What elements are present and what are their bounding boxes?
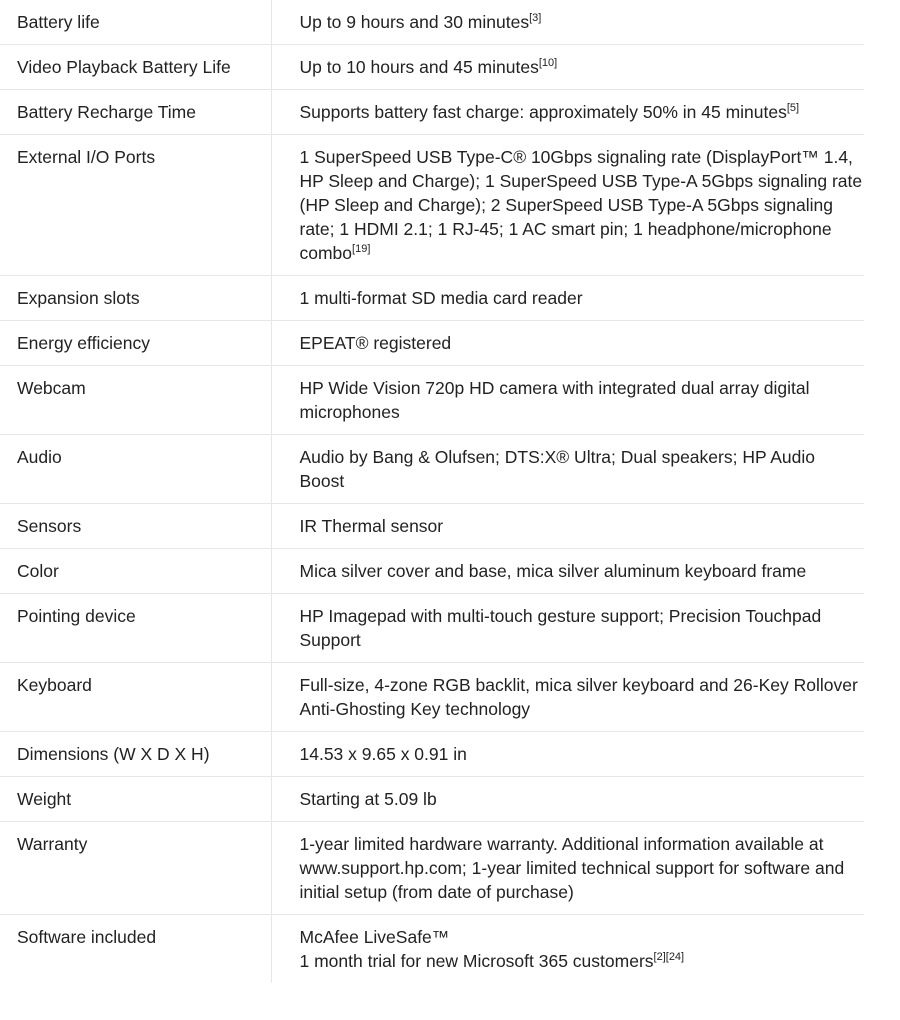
spec-label: External I/O Ports — [0, 135, 271, 276]
footnote-ref[interactable]: [2][24] — [653, 951, 685, 963]
footnote-ref[interactable]: [19] — [352, 243, 371, 255]
spec-value — [271, 45, 864, 90]
spec-value: 14.53 x 9.65 x 0.91 in — [299, 744, 467, 764]
spec-label: Battery life — [0, 0, 271, 45]
spec-value: HP Imagepad with multi-touch gesture support; Precision Touchpad Support — [299, 606, 822, 650]
spec-label: Expansion slots — [0, 276, 271, 321]
footnote-ref[interactable]: [10] — [538, 57, 558, 69]
spec-value: Mica silver cover and base, mica silver aluminum keyboard frame — [299, 561, 807, 581]
spec-value: HP Wide Vision 720p HD camera with integrated dual array digital microphones — [299, 378, 810, 422]
spec-value: IR Thermal sensor — [299, 516, 444, 536]
spec-value: Starting at 5.09 lb — [299, 789, 437, 809]
spec-row-external-io-ports — [0, 135, 864, 276]
spec-row-dimensions — [0, 732, 864, 777]
spec-label: Audio — [0, 435, 271, 504]
spec-value-text: 1 month trial for new Microsoft 365 customers — [299, 951, 654, 971]
spec-label: Video Playback Battery Life — [0, 45, 271, 90]
spec-row-color — [0, 549, 864, 594]
spec-row-video-playback-battery-life — [0, 45, 864, 90]
spec-label: Sensors — [0, 504, 271, 549]
spec-value-line — [300, 949, 865, 973]
spec-value — [271, 135, 864, 276]
spec-value — [271, 90, 864, 135]
spec-value-text: 1 SuperSpeed USB Type-C® 10Gbps signaling rate (DisplayPort™ 1.4, HP Sleep and Charge); 1 SuperSpeed USB Type-A 5Gbps signaling rate (HP Sleep and Charge); 2 SuperSpeed USB Type-A 5Gbps signaling rate; 1 HDMI 2.1; 1 RJ-45; 1 AC smart pin; 1 headphone/microphone combo — [299, 147, 863, 263]
spec-row-audio — [0, 435, 864, 504]
spec-label: Weight — [0, 777, 271, 822]
footnote-ref[interactable]: [5] — [786, 102, 800, 114]
spec-row-keyboard — [0, 663, 864, 732]
spec-value-text: Supports battery fast charge: approximately 50% in 45 minutes — [299, 102, 787, 122]
spec-row-software-included — [0, 915, 864, 984]
spec-value: EPEAT® registered — [299, 333, 452, 353]
spec-value: Full-size, 4-zone RGB backlit, mica silver keyboard and 26-Key Rollover Anti-Ghosting Key technology — [299, 675, 858, 719]
spec-value — [271, 915, 864, 984]
spec-row-pointing-device — [0, 594, 864, 663]
spec-label: Dimensions (W X D X H) — [0, 732, 271, 777]
spec-row-warranty — [0, 822, 864, 915]
spec-row-sensors — [0, 504, 864, 549]
spec-label: Pointing device — [0, 594, 271, 663]
spec-value-line: McAfee LiveSafe™ — [299, 927, 450, 947]
spec-row-battery-life — [0, 0, 864, 45]
spec-value-text: Up to 10 hours and 45 minutes — [299, 57, 539, 77]
spec-label: Keyboard — [0, 663, 271, 732]
spec-row-energy-efficiency — [0, 321, 864, 366]
spec-row-webcam — [0, 366, 864, 435]
spec-row-expansion-slots — [0, 276, 864, 321]
spec-row-battery-recharge-time — [0, 90, 864, 135]
spec-label: Battery Recharge Time — [0, 90, 271, 135]
spec-label: Warranty — [0, 822, 271, 915]
spec-value — [271, 0, 864, 45]
spec-value: 1 multi-format SD media card reader — [299, 288, 583, 308]
spec-value: 1-year limited hardware warranty. Additional information available at www.support.hp.com; 1-year limited technical support for software and initial setup (from date of purchase) — [299, 834, 845, 902]
spec-label: Energy efficiency — [0, 321, 271, 366]
spec-value-text: Up to 9 hours and 30 minutes — [299, 12, 530, 32]
spec-label: Webcam — [0, 366, 271, 435]
spec-label: Software included — [0, 915, 271, 984]
spec-label: Color — [0, 549, 271, 594]
spec-row-weight — [0, 777, 864, 822]
footnote-ref[interactable]: [3] — [529, 12, 542, 24]
spec-value: Audio by Bang & Olufsen; DTS:X® Ultra; Dual speakers; HP Audio Boost — [299, 447, 815, 491]
